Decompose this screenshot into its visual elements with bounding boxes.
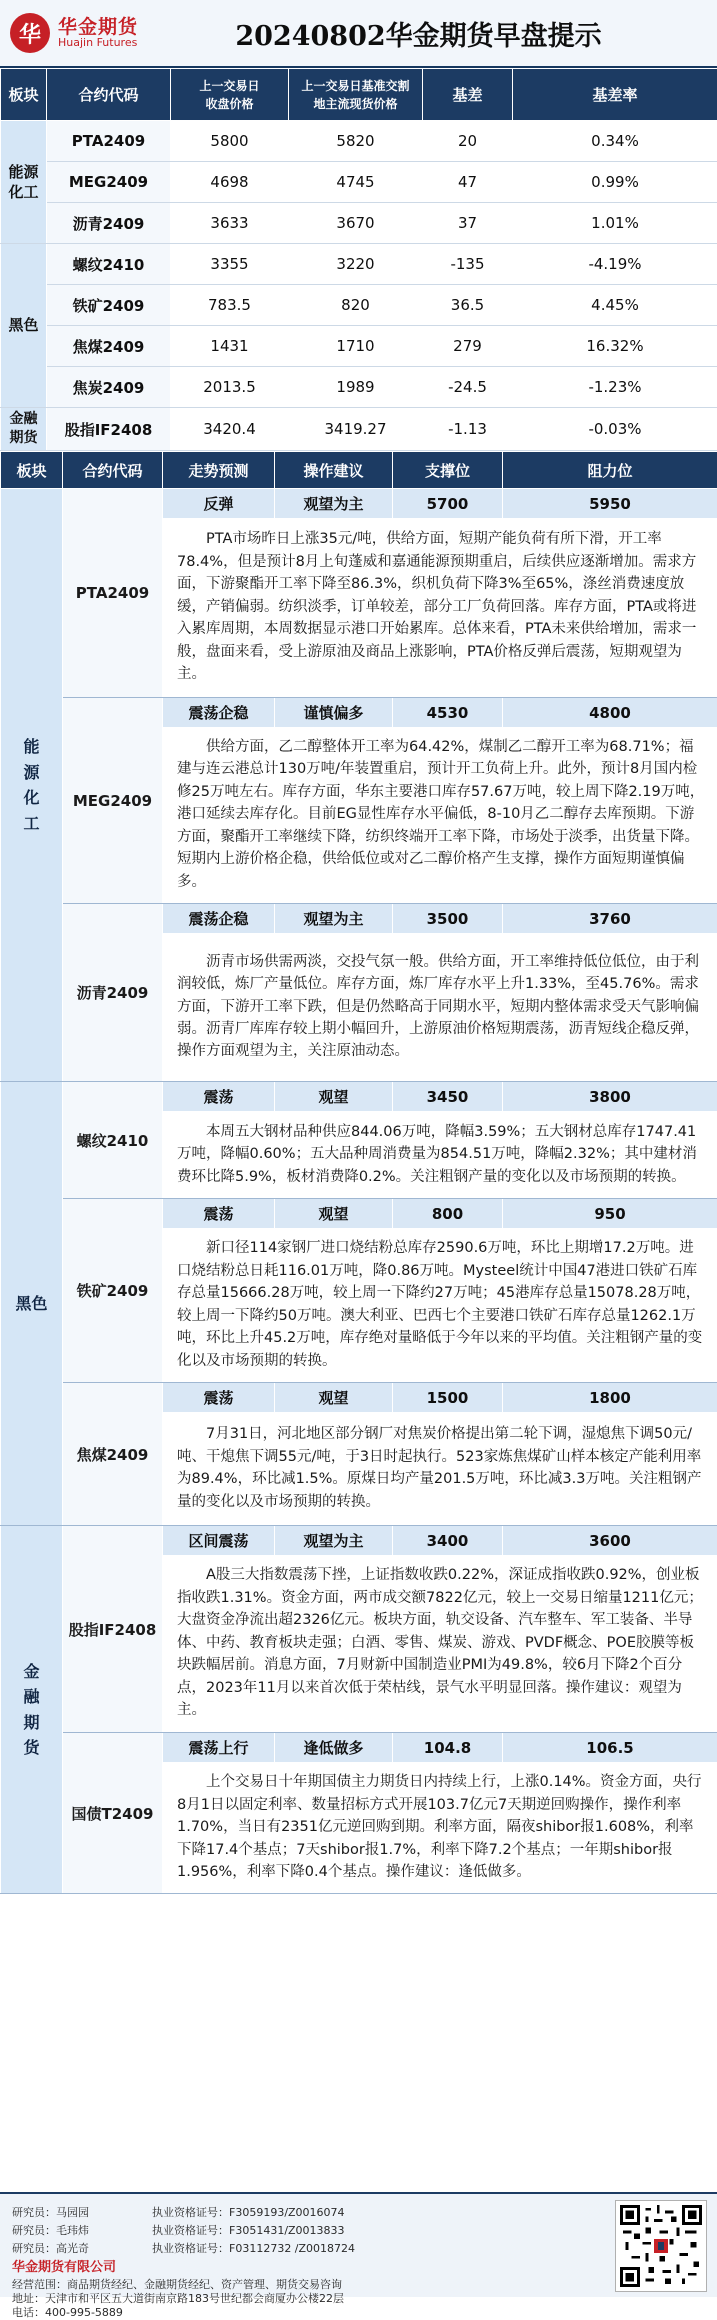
basis-value: 36.5 [423,285,513,326]
header-basis-rate: 基差率 [513,69,717,121]
logo-text [58,17,138,50]
contract-code: 沥青2409 [63,904,163,1082]
trend-value: 震荡企稳 [163,698,275,728]
spot-price: 820 [289,285,423,326]
basis-rate: -1.23% [513,367,717,408]
trend-value: 震荡企稳 [163,904,275,934]
contract-code: 焦煤2409 [47,326,171,367]
contract-code: MEG2409 [63,698,163,904]
header-code: 合约代码 [47,69,171,121]
analyst-cert: 执业资格证号：F3059193/Z0016074 [152,2204,452,2222]
support-value: 3450 [393,1082,503,1112]
advice-value: 观望 [275,1199,393,1229]
contract-code: 焦煤2409 [63,1383,163,1526]
trend-value: 震荡 [163,1082,275,1112]
header-resistance: 阻力位 [503,452,717,489]
footer-address: 地址：天津市和平区五大道街南京路183号世纪都会商厦办公楼22层 [12,2292,705,2306]
basis-rate: 0.34% [513,121,717,162]
sector-finance: 金 融 期 货 [1,1526,63,1894]
basis-value: 47 [423,162,513,203]
contract-code: 股指IF2408 [63,1526,163,1733]
analyst-row [12,2204,705,2222]
commentary-text: 7月31日，河北地区部分钢厂对焦炭价格提出第二轮下调，湿熄焦下调50元/吨、干熄焦下调55元/吨，于3日时起执行。523家炼焦煤矿山样本核定产能利用率为89.4%，环比减1.5%。原煤日均产量201.5万吨，环比减3.3万吨。关注粗钢产量的变化以及市场预期的转换。 [163,1413,717,1526]
support-value: 3400 [393,1526,503,1556]
header-basis: 基差 [423,69,513,121]
basis-value: -24.5 [423,367,513,408]
support-value: 800 [393,1199,503,1229]
resistance-value: 950 [503,1199,717,1229]
trend-value: 震荡上行 [163,1733,275,1763]
footer-phone: 电话：400-995-5889 [12,2306,705,2320]
support-value: 104.8 [393,1733,503,1763]
basis-rate: 4.45% [513,285,717,326]
strategy-row [1,489,717,519]
analyst-row [12,2240,705,2258]
resistance-value: 3760 [503,904,717,934]
spot-price: 1989 [289,367,423,408]
support-value: 5700 [393,489,503,519]
logo-en: Huajin Futures [58,37,138,49]
trend-value: 区间震荡 [163,1526,275,1556]
table-row [1,326,717,367]
contract-code: 螺纹2410 [63,1082,163,1199]
spot-price: 3419.27 [289,408,423,451]
commentary-text: 沥青市场供需两淡，交投气氛一般。供给方面，开工率维持低位低位，由于利润较低，炼厂产量低位。库存方面，炼厂库存水平上升1.33%，至45.76%。需求方面，下游开工率下跌，但是仍然略高于同期水平，短期内整体需求受天气影响偏弱。沥青厂库库存较上期小幅回升，上游原油价格短期震荡，沥青短线企稳反弹，操作方面观望为主，关注原油动态。 [163,934,717,1082]
analyst-name: 研究员：马园园 [12,2204,152,2222]
close-price: 3633 [171,203,289,244]
commentary-text: 供给方面，乙二醇整体开工率为64.42%，煤制乙二醇开工率为68.71%；福建与连云港总计130万吨/年装置重启，预计开工负荷上升。此外，预计8月国内检修25万吨左右。库存方面，华东主要港口库存57.67万吨，较上周下降2.19万吨，港口延续去库存化。目前EG显性库存水平偏低，8-10月乙二醇存去库预期。下游方面，聚酯开工率继续下降，纺织终端开工率下降，市场处于淡季，出货量下降。短期内上游价格企稳，供给低位或对乙二醇价格产生支撑，操作方面短期谨慎偏多。 [163,728,717,904]
resistance-value: 1800 [503,1383,717,1413]
close-price: 3420.4 [171,408,289,451]
logo-cn: 华金期货 [58,17,138,38]
contract-code: 国债T2409 [63,1733,163,1894]
strategy-row [1,1082,717,1112]
logo-icon: 华 [10,13,50,53]
resistance-value: 3600 [503,1526,717,1556]
page-title: 20240802华金期货早盘提示 [170,14,717,53]
resistance-value: 3800 [503,1082,717,1112]
header-sector: 板块 [1,69,47,121]
commentary-text: 新口径114家钢厂进口烧结粉总库存2590.6万吨，环比上期增17.2万吨。进口烧结粉总日耗116.01万吨，降0.86万吨。Mysteel统计中国47港进口铁矿石库存总量15666.28万吨，较上周一下降约27万吨；45港库存总量15078.28万吨，较上周一下降约50万吨。澳大利亚、巴西七个主要港口铁矿石库存总量1262.1万吨，环比上升45.2万吨，库存绝对量略低于今年以来的平均值。关注粗钢产量的变化以及市场预期的转换。 [163,1229,717,1383]
logo [0,13,170,53]
close-price: 5800 [171,121,289,162]
header-code: 合约代码 [63,452,163,489]
header-support: 支撑位 [393,452,503,489]
table-row [1,285,717,326]
spot-price: 3220 [289,244,423,285]
advice-value: 观望 [275,1082,393,1112]
basis-rate: 1.01% [513,203,717,244]
contract-code: 股指IF2408 [47,408,171,451]
contract-code: 焦炭2409 [47,367,171,408]
table-row [1,367,717,408]
commentary-text: A股三大指数震荡下挫，上证指数收跌0.22%，深证成指收跌0.92%，创业板指收跌1.31%。资金方面，两市成交额7822亿元，较上一交易日缩量1211亿元；大盘资金净流出超2326亿元。板块方面，轨交设备、汽车整车、军工装备、半导体、中药、教育板块走强；白酒、零售、煤炭、游戏、PVDF概念、POE胶膜等板块跌幅居前。消息方面，7月财新中国制造业PMI为49.8%，较6月下降2个百分点，2023年11月以来首次低于荣枯线，景气水平明显回落。操作建议：观望为主。 [163,1556,717,1733]
header-advice: 操作建议 [275,452,393,489]
basis-value: 20 [423,121,513,162]
close-price: 2013.5 [171,367,289,408]
support-value: 1500 [393,1383,503,1413]
header-prev-close: 上一交易日 收盘价格 [171,69,289,121]
support-value: 3500 [393,904,503,934]
header-trend: 走势预测 [163,452,275,489]
header [0,0,717,68]
basis-rate: -4.19% [513,244,717,285]
strategy-table-header [1,452,717,489]
table-row [1,244,717,285]
sector-ferrous: 黑色 [1,244,47,408]
advice-value: 观望为主 [275,904,393,934]
basis-rate: 0.99% [513,162,717,203]
commentary-text: 本周五大钢材品种供应844.06万吨，降幅3.59%；五大钢材总库存1747.41万吨，降幅0.60%；五大品种周消费量为854.51万吨，降幅2.32%；其中建材消费环比降5.9%，板材消费降0.2%。关注粗钢产量的变化以及市场预期的转换。 [163,1112,717,1199]
commentary-text: PTA市场昨日上涨35元/吨，供给方面，短期产能负荷有所下滑，开工率78.4%，但是预计8月上旬蓬威和嘉通能源预期重启，后续供应逐渐增加。需求方面，下游聚酯开工率下降至86.3%，织机负荷下降3%至65%，涤丝消费速度放缓，产销偏弱。纺织淡季，订单较差，部分工厂负荷回落。库存方面，PTA或将进入累库周期，本周数据显示港口开始累库。总体来看，PTA未来供给增加，需求一般，盘面来看，受上游原油及商品上涨影响，PTA价格反弹后震荡，短期观望为主。 [163,519,717,698]
spot-price: 4745 [289,162,423,203]
header-spot: 上一交易日基准交割 地主流现货价格 [289,69,423,121]
strategy-row [1,1199,717,1229]
basis-table [0,68,717,451]
analyst-cert: 执业资格证号：F03112732 /Z0018724 [152,2240,452,2258]
sector-energy: 能源 化工 [1,121,47,244]
spot-price: 3670 [289,203,423,244]
table-row [1,162,717,203]
table-row [1,408,717,451]
table-row [1,121,717,162]
contract-code: PTA2409 [63,489,163,698]
advice-value: 观望为主 [275,489,393,519]
basis-value: 279 [423,326,513,367]
analyst-cert: 执业资格证号：F3051431/Z0013833 [152,2222,452,2240]
strategy-row [1,1526,717,1556]
resistance-value: 106.5 [503,1733,717,1763]
trend-value: 震荡 [163,1199,275,1229]
footer [0,2192,717,2297]
strategy-row [1,1383,717,1413]
table-row [1,203,717,244]
commentary-text: 上个交易日十年期国债主力期货日内持续上行，上涨0.14%。资金方面，央行8月1日以固定利率、数量招标方式开展103.7亿元7天期逆回购操作，操作利率1.70%，当日有2351亿元逆回购到期。利率方面，隔夜shibor报1.608%，利率下降17.4个基点；7天shibor报1.7%，利率下降7.2个基点；一年期shibor报1.956%，利率下降0.4个基点。操作建议：逢低做多。 [163,1763,717,1894]
strategy-row [1,1733,717,1763]
basis-value: -135 [423,244,513,285]
sector-ferrous: 黑色 [1,1082,63,1526]
sector-finance: 金融 期货 [1,408,47,451]
resistance-value: 5950 [503,489,717,519]
header-sector: 板块 [1,452,63,489]
advice-value: 观望为主 [275,1526,393,1556]
close-price: 1431 [171,326,289,367]
footer-brand: 华金期货有限公司 [12,2258,705,2278]
qr-code-icon [615,2200,707,2292]
support-value: 4530 [393,698,503,728]
contract-code: 铁矿2409 [47,285,171,326]
basis-value: -1.13 [423,408,513,451]
strategy-table [0,451,717,1894]
trend-value: 震荡 [163,1383,275,1413]
trend-value: 反弹 [163,489,275,519]
basis-rate: 16.32% [513,326,717,367]
sector-energy: 能 源 化 工 [1,489,63,1082]
contract-code: MEG2409 [47,162,171,203]
strategy-row [1,904,717,934]
advice-value: 观望 [275,1383,393,1413]
contract-code: 沥青2409 [47,203,171,244]
close-price: 3355 [171,244,289,285]
analyst-name: 研究员：毛玮炜 [12,2222,152,2240]
spot-price: 1710 [289,326,423,367]
close-price: 783.5 [171,285,289,326]
basis-value: 37 [423,203,513,244]
strategy-row [1,698,717,728]
contract-code: 铁矿2409 [63,1199,163,1383]
advice-value: 逢低做多 [275,1733,393,1763]
basis-rate: -0.03% [513,408,717,451]
footer-business: 经营范围：商品期货经纪、金融期货经纪、资产管理、期货交易咨询 [12,2278,705,2292]
analyst-row [12,2222,705,2240]
contract-code: PTA2409 [47,121,171,162]
advice-value: 谨慎偏多 [275,698,393,728]
contract-code: 螺纹2410 [47,244,171,285]
resistance-value: 4800 [503,698,717,728]
analyst-name: 研究员：高光奇 [12,2240,152,2258]
close-price: 4698 [171,162,289,203]
spot-price: 5820 [289,121,423,162]
basis-table-header [1,69,717,121]
